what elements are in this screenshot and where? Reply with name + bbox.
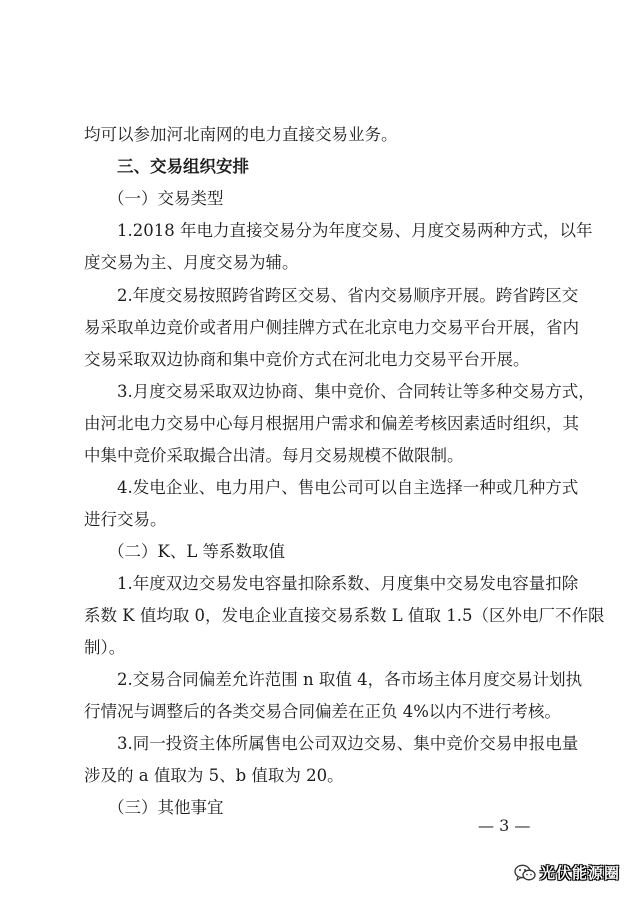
paragraph-line: 行情况与调整后的各类交易合同偏差在正负 4%以内不进行考核。: [84, 702, 561, 721]
subsection-heading: （三）其他事宜: [108, 798, 224, 817]
paragraph-line: 2.年度交易按照跨省跨区交易、省内交易顺序开展。跨省跨区交: [117, 286, 579, 305]
paragraph-line: 系数 K 值均取 0，发电企业直接交易系数 L 值取 1.5（区外电厂不作限: [84, 606, 605, 625]
section-heading: 三、交易组织安排: [117, 157, 249, 176]
paragraph-line: 由河北电力交易中心每月根据用户需求和偏差考核因素适时组织，其: [84, 414, 579, 433]
watermark: [514, 862, 620, 883]
paragraph-line: 3.月度交易采取双边协商、集中竞价、合同转让等多种交易方式，: [117, 382, 595, 401]
watermark-text: 光伏能源圈: [540, 864, 621, 882]
paragraph-line: 1.年度双边交易发电容量扣除系数、月度集中交易发电容量扣除: [117, 574, 579, 593]
paragraph-line: 中集中竞价采取撮合出清。每月交易规模不做限制。: [84, 446, 464, 465]
paragraph-line: 进行交易。: [84, 510, 167, 529]
paragraph-line: 3.同一投资主体所属售电公司双边交易、集中竞价交易申报电量: [117, 734, 579, 753]
wechat-icon: [514, 864, 536, 882]
paragraph-line: 易采取单边竞价或者用户侧挂牌方式在北京电力交易平台开展，省内: [84, 318, 579, 337]
paragraph-line: 交易采取双边协商和集中竞价方式在河北电力交易平台开展。: [84, 350, 530, 369]
paragraph-line: 1.2018 年电力直接交易分为年度交易、月度交易两种方式，以年: [117, 221, 593, 240]
paragraph-line: 2.交易合同偏差允许范围 n 取值 4，各市场主体月度交易计划执: [117, 670, 583, 689]
subsection-heading: （一）交易类型: [108, 189, 224, 208]
paragraph-line: 4.发电企业、电力用户、售电公司可以自主选择一种或几种方式: [117, 478, 579, 497]
page-number: — 3 —: [478, 816, 531, 835]
paragraph-line: 均可以参加河北南网的电力直接交易业务。: [84, 125, 398, 144]
subsection-heading: （二）K、L 等系数取值: [108, 542, 286, 561]
paragraph-line: 涉及的 a 值取为 5、b 值取为 20。: [84, 766, 344, 785]
paragraph-line: 制）。: [84, 638, 126, 657]
paragraph-line: 度交易为主、月度交易为辅。: [84, 253, 299, 272]
